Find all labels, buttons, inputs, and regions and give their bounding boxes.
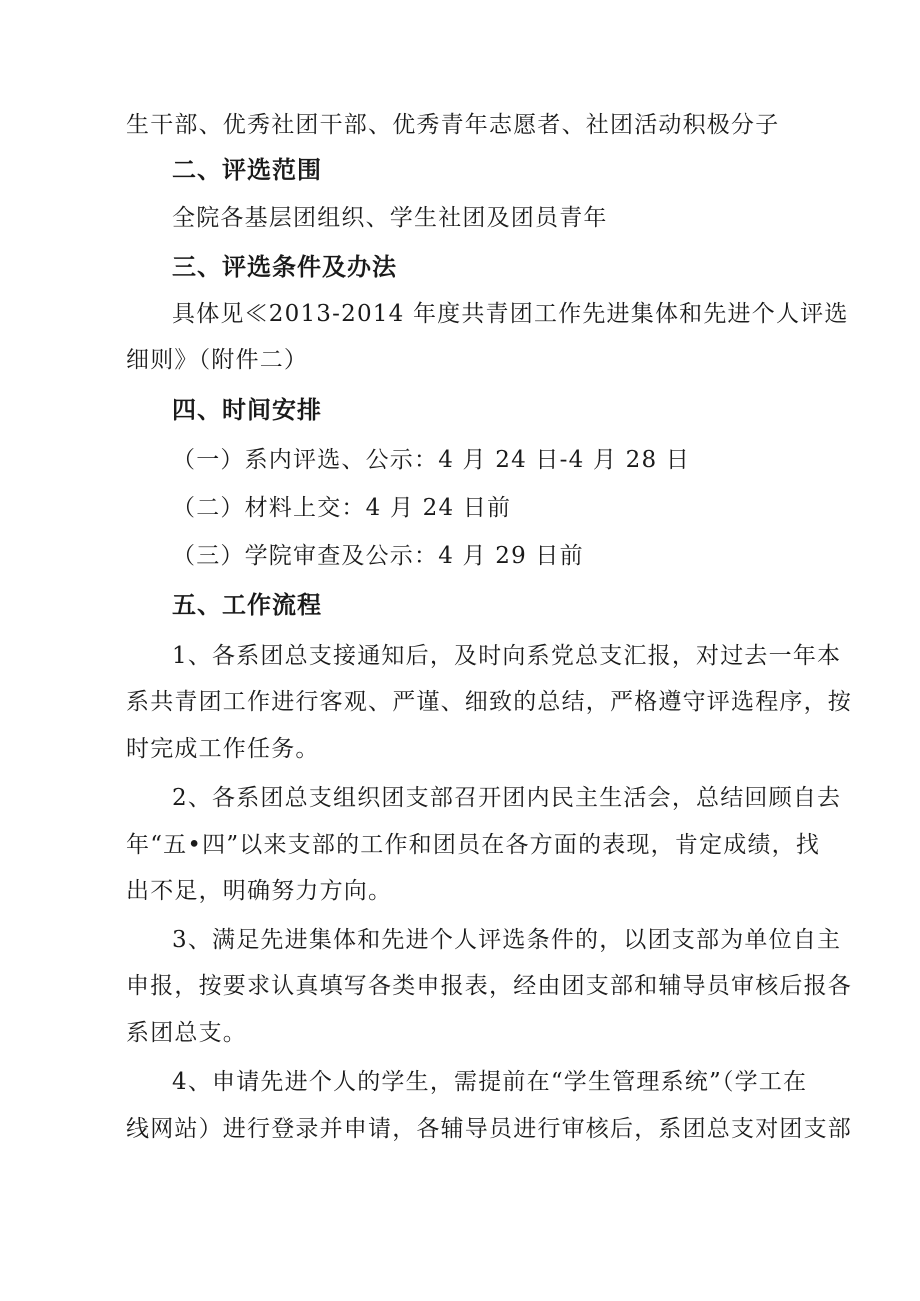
section-heading-workflow: 五、工作流程 bbox=[172, 591, 322, 619]
text-line: 生干部、优秀社团干部、优秀青年志愿者、社团活动积极分子 bbox=[126, 112, 780, 138]
section-heading-scope: 二、评选范围 bbox=[172, 156, 322, 184]
text-line: 细则》（附件二） bbox=[126, 347, 309, 373]
text-line: 具体见≪2013-2014 年度共青团工作先进集体和先进个人评选 bbox=[172, 301, 849, 327]
text-line: 4、申请先进个人的学生，需提前在“学生管理系统”（学工在 bbox=[172, 1069, 808, 1095]
section-heading-schedule: 四、时间安排 bbox=[172, 396, 322, 424]
schedule-item: （一）系内评选、公示：4 月 24 日-4 月 28 日 bbox=[172, 447, 691, 473]
schedule-item: （二）材料上交：4 月 24 日前 bbox=[172, 495, 512, 521]
section-heading-criteria: 三、评选条件及办法 bbox=[172, 253, 397, 281]
text-line: 线网站）进行登录并申请，各辅导员进行审核后，系团总支对团支部 bbox=[126, 1116, 852, 1142]
text-line: 申报，按要求认真填写各类申报表，经由团支部和辅导员审核后报各 bbox=[126, 973, 852, 999]
text-line: 出不足，明确努力方向。 bbox=[126, 878, 393, 904]
text-line: 全院各基层团组织、学生社团及团员青年 bbox=[172, 205, 608, 231]
text-line: 3、满足先进集体和先进个人评选条件的，以团支部为单位自主 bbox=[172, 927, 842, 953]
text-line: 年“五•四”以来支部的工作和团员在各方面的表现，肯定成绩，找 bbox=[126, 832, 821, 858]
text-line: 系共青团工作进行客观、严谨、细致的总结，严格遵守评选程序，按 bbox=[126, 689, 852, 715]
text-line: 系团总支。 bbox=[126, 1020, 247, 1046]
schedule-item: （三）学院审查及公示：4 月 29 日前 bbox=[172, 543, 584, 569]
text-line: 2、各系团总支组织团支部召开团内民主生活会，总结回顾自去 bbox=[172, 785, 842, 811]
text-line: 1、各系团总支接通知后，及时向系党总支汇报，对过去一年本 bbox=[172, 643, 842, 669]
text-line: 时完成工作任务。 bbox=[126, 736, 320, 762]
